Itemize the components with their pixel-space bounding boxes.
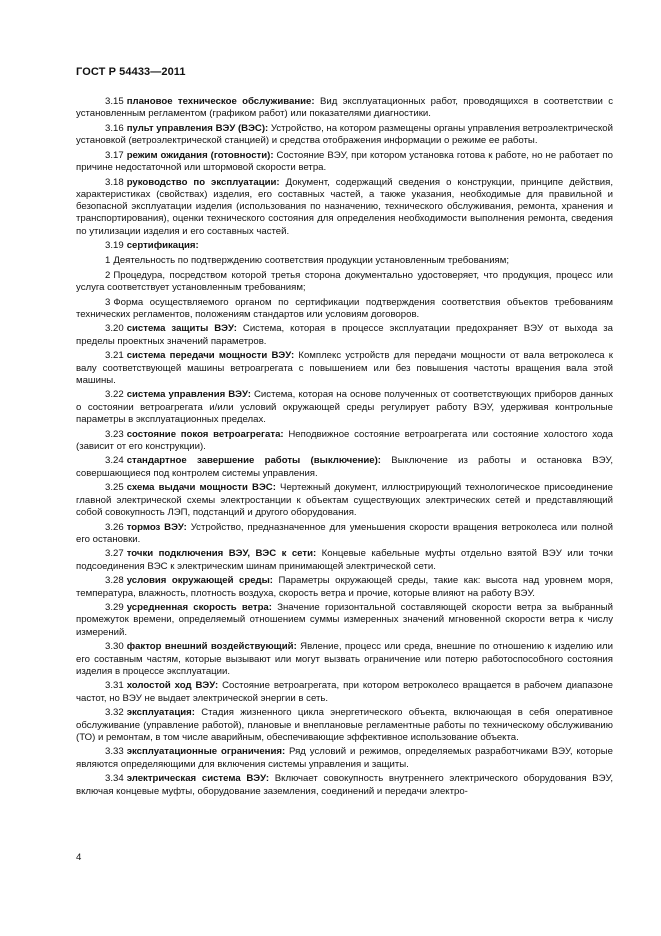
definition-entry bbox=[76, 482, 613, 519]
entry-text: Состояние ветроагрегата, при котором ветроколесо вращается в рабочем диапазоне частот, но ВЭУ не выдает электрической энергии в сеть. bbox=[76, 680, 613, 704]
entry-term: система передачи мощности ВЭУ: bbox=[126, 350, 295, 362]
entry-number: 2 bbox=[105, 269, 111, 281]
entry-term: руководство по эксплуатации: bbox=[126, 176, 280, 188]
definition-entry bbox=[76, 123, 613, 147]
entry-number: 3 bbox=[105, 296, 111, 308]
document-header: ГОСТ Р 54433—2011 bbox=[76, 66, 186, 78]
entry-text: Документ, содержащий сведения о конструкции, принципе действия, характеристиках (свойствах) изделия, его составных частей, а также указания, необходимые для правильной и безопасной эксплуатации изделия (использования по назначению, технического обслуживания, ремонта, хранения и транспортирования), оценки технического состояния для определения необходимости выполнения ремонта, сведения по утилизации изделия и его составных частей. bbox=[76, 176, 614, 237]
definition-entry bbox=[76, 177, 613, 238]
entry-text: Стадия жизненного цикла энергетического объекта, включающая в себя оперативное обслуживание (управление работой), плановые и внеплановые регламентные работы по техническому обслуживанию (ТО) и ремонтам, в том числе аварийным, обеспечивающие эффективное использование объекта. bbox=[76, 707, 613, 743]
entry-term: фактор внешний воздействующий: bbox=[126, 641, 297, 653]
entry-term: плановое техническое обслуживание: bbox=[126, 96, 315, 107]
entry-text: Деятельность по подтверждению соответствия продукции установленным требованиям; bbox=[113, 254, 510, 266]
entry-number: 1 bbox=[105, 254, 111, 266]
entry-term: усредненная скорость ветра: bbox=[126, 602, 272, 614]
entry-term: режим ожидания (готовности): bbox=[126, 149, 274, 161]
page-number: 4 bbox=[76, 852, 82, 863]
entry-term: система управления ВЭУ: bbox=[126, 389, 251, 401]
entry-number: 3.27 bbox=[105, 548, 124, 560]
entry-number: 3.20 bbox=[105, 323, 124, 335]
entry-number: 3.25 bbox=[105, 482, 124, 494]
entry-text: Процедура, посредством которой третья сторона документально удостоверяет, что продукция, процесс или услуга соответствует установленным требованиям; bbox=[76, 269, 613, 293]
definition-entry bbox=[76, 240, 613, 252]
entry-number: 3.18 bbox=[105, 176, 124, 188]
entry-text: Устройство, предназначенное для уменьшения скорости вращения ветроколеса или полной его остановки. bbox=[76, 521, 613, 545]
entry-number: 3.17 bbox=[105, 149, 124, 161]
definition-entry bbox=[76, 575, 613, 599]
entry-number: 3.21 bbox=[105, 350, 124, 362]
definition-entry bbox=[76, 150, 613, 174]
definition-entry bbox=[76, 548, 613, 572]
definition-entry bbox=[76, 522, 613, 546]
definition-entry bbox=[76, 323, 613, 347]
entry-number: 3.15 bbox=[105, 96, 124, 107]
entry-number: 3.34 bbox=[105, 773, 124, 785]
entry-term: электрическая система ВЭУ: bbox=[126, 773, 270, 785]
entry-number: 3.26 bbox=[105, 521, 124, 533]
entry-number: 3.28 bbox=[105, 575, 124, 587]
entry-term: эксплуатационные ограничения: bbox=[126, 746, 286, 758]
definition-entry bbox=[76, 746, 613, 770]
entry-text: Выключение из работы и остановка ВЭУ, совершающиеся под контролем системы управления. bbox=[76, 455, 613, 479]
entry-number: 3.24 bbox=[105, 455, 124, 467]
entry-term: схема выдачи мощности ВЭС: bbox=[126, 482, 276, 494]
entry-term: сертификация: bbox=[126, 240, 199, 252]
entry-text: Параметры окружающей среды, такие как: высота над уровнем моря, температура, влажность, плотность воздуха, скорость ветра и прочие, которые влияют на работу ВЭУ. bbox=[76, 575, 613, 599]
entry-number: 3.23 bbox=[105, 428, 124, 440]
entry-number: 3.30 bbox=[105, 641, 124, 653]
entry-text: Состояние ВЭУ, при котором установка готова к работе, но не работает по причине недостаточной или штормовой скорости ветра. bbox=[76, 149, 613, 174]
entry-term: стандартное завершение работы (выключение): bbox=[126, 455, 381, 467]
entry-text: Система, которая в процессе эксплуатации предохраняет ВЭУ от выхода за пределы проектных значений параметров. bbox=[76, 323, 614, 347]
entry-text: Система, которая на основе полученных от соответствующих приборов данных о состоянии ветроагрегата и/или условий окружающей среды регулирует работу ВЭУ, удерживая контрольные параметры в эксплуатационных пределах. bbox=[76, 389, 613, 425]
entry-text: Вид эксплуатационных работ, проводящихся в соответствии с установленным регламентом (графиком работ) или показателями диагностики. bbox=[76, 96, 613, 120]
definition-entry bbox=[76, 773, 613, 797]
entry-term: состояние покоя ветроагрегата: bbox=[126, 428, 284, 440]
entry-term: пульт управления ВЭУ (ВЭС): bbox=[126, 122, 269, 134]
entry-number: 3.33 bbox=[105, 746, 124, 758]
entry-text: Ряд условий и режимов, определяемых разработчиками ВЭУ, которые являются определяющими для включения системы управления и защиты. bbox=[76, 746, 613, 770]
entry-number: 3.19 bbox=[105, 240, 124, 252]
entry-term: тормоз ВЭУ: bbox=[126, 521, 187, 533]
entry-term: эксплуатация: bbox=[126, 707, 195, 719]
entry-number: 3.31 bbox=[105, 680, 124, 692]
definition-entry bbox=[76, 350, 613, 387]
entry-text: Значение горизонтальной составляющей скорости ветра за выбранный промежуток времени, определяемый отношением суммы измеренных значений мгновенной скорости ветра к числу измерений. bbox=[76, 602, 614, 638]
entry-term: условия окружающей среды: bbox=[126, 575, 274, 587]
entry-text: Неподвижное состояние ветроагрегата или состояние холостого хода (зависит от его конструкции). bbox=[76, 428, 613, 452]
entry-number: 3.32 bbox=[105, 707, 124, 719]
definition-entry bbox=[76, 455, 613, 479]
definition-subitem bbox=[76, 270, 613, 294]
definitions-list bbox=[76, 96, 613, 800]
definition-entry bbox=[76, 96, 613, 120]
definition-entry bbox=[76, 602, 613, 639]
entry-term: холостой ход ВЭУ: bbox=[126, 680, 219, 692]
entry-number: 3.29 bbox=[105, 602, 124, 614]
definition-entry bbox=[76, 389, 613, 426]
entry-term: система защиты ВЭУ: bbox=[126, 323, 237, 335]
entry-text: Комплекс устройств для передачи мощности от вала ветроколеса к валу соответствующей машины ветроагрегата с повышением или без повышения частоты вращения вала этой машины. bbox=[76, 350, 613, 386]
entry-text: Явление, процесс или среда, внешние по отношению к изделию или его составным частям, которые вызывают или могут вызвать ограничение или потерю работоспособного состояния изделия в процессе эксплуатации. bbox=[76, 641, 613, 677]
entry-text: Чертежный документ, иллюстрирующий технологическое присоединение главной электрической схемы электростанции к объектам существующих электрических сетей и представляющий собой совокупность ЛЭП, подстанций и другого оборудования. bbox=[76, 482, 613, 518]
definition-subitem bbox=[76, 297, 613, 321]
definition-entry bbox=[76, 429, 613, 453]
entry-text: Форма осуществляемого органом по сертификации подтверждения соответствия объектов требованиям технических регламентов, положениям стандартов или условиям договоров. bbox=[76, 296, 613, 320]
entry-number: 3.22 bbox=[105, 389, 124, 401]
entry-term: точки подключения ВЭУ, ВЭС к сети: bbox=[126, 548, 317, 560]
definition-subitem bbox=[76, 255, 613, 267]
definition-entry bbox=[76, 680, 613, 704]
entry-number: 3.16 bbox=[105, 122, 124, 134]
entry-text: Устройство, на котором размещены органы управления ветроэлектрической установкой (ветроэлектрической станцией) и средства отображения информации о режиме ее работы. bbox=[76, 122, 613, 147]
entry-text: Включает совокупность внутреннего электрического оборудования ВЭУ, включая концевые муфты, оборудование заземления, соединений и передачи электро- bbox=[76, 773, 614, 797]
definition-entry bbox=[76, 641, 613, 678]
definition-entry bbox=[76, 707, 613, 744]
entry-text: Концевые кабельные муфты отдельно взятой ВЭУ или точки подсоединения ВЭС к электрическим шинам принимающей электрической сети. bbox=[76, 548, 613, 572]
